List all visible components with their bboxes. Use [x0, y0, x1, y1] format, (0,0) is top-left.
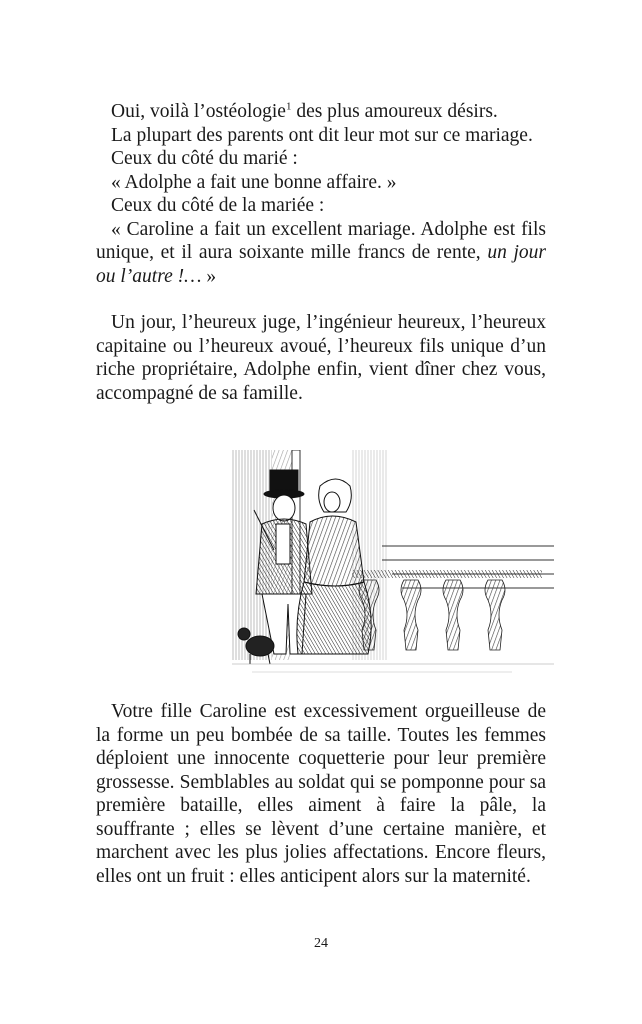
paragraph: Ceux du côté du marié : — [111, 148, 298, 169]
page-number: 24 — [314, 936, 328, 951]
text-block-bottom — [96, 700, 546, 888]
paragraph: Votre fille Caroline est excessivement orgueilleuse de la forme un peu bombée de sa taille. Toutes les femmes déploient une innocente coquetterie pour leur première grossesse. Semblables au soldat qui se pomponne pour sa première bataille, elles aiment à faire la pâle, la souffrante ; elles se lèvent d’une certaine manière, et marchent avec les plus jolies affectations. Encore fleurs, elles ont un fruit : elles anticipent alors sur la maternité. — [96, 701, 546, 887]
footnote-marker[interactable]: 1 — [285, 100, 292, 113]
paragraph: « Adolphe a fait une bonne affaire. » — [111, 171, 397, 193]
paragraph: « Caroline a fait un excellent mariage. Adolphe est fils unique, et il aura soixante mille francs de rente, un jour ou l’autre !… » — [96, 218, 546, 287]
paragraph: Ceux du côté de la mariée : — [111, 195, 325, 216]
paragraph: Oui, voilà l’ostéologie$^1$ des plus amoureux désirs. — [111, 100, 498, 122]
italic-text: un jour ou l’autre !… — [96, 242, 546, 287]
engraving-illustration — [232, 450, 554, 684]
paragraph: Un jour, l’heureux juge, l’ingénieur heureux, l’heureux capitaine ou l’heureux avoué, l’heureux fils unique d’un riche propriétaire, Adolphe enfin, vient dîner chez vous, accompagné de sa famille. — [96, 312, 546, 404]
paragraph: La plupart des parents ont dit leur mot sur ce mariage. — [111, 124, 533, 146]
text-block-top — [96, 100, 546, 405]
